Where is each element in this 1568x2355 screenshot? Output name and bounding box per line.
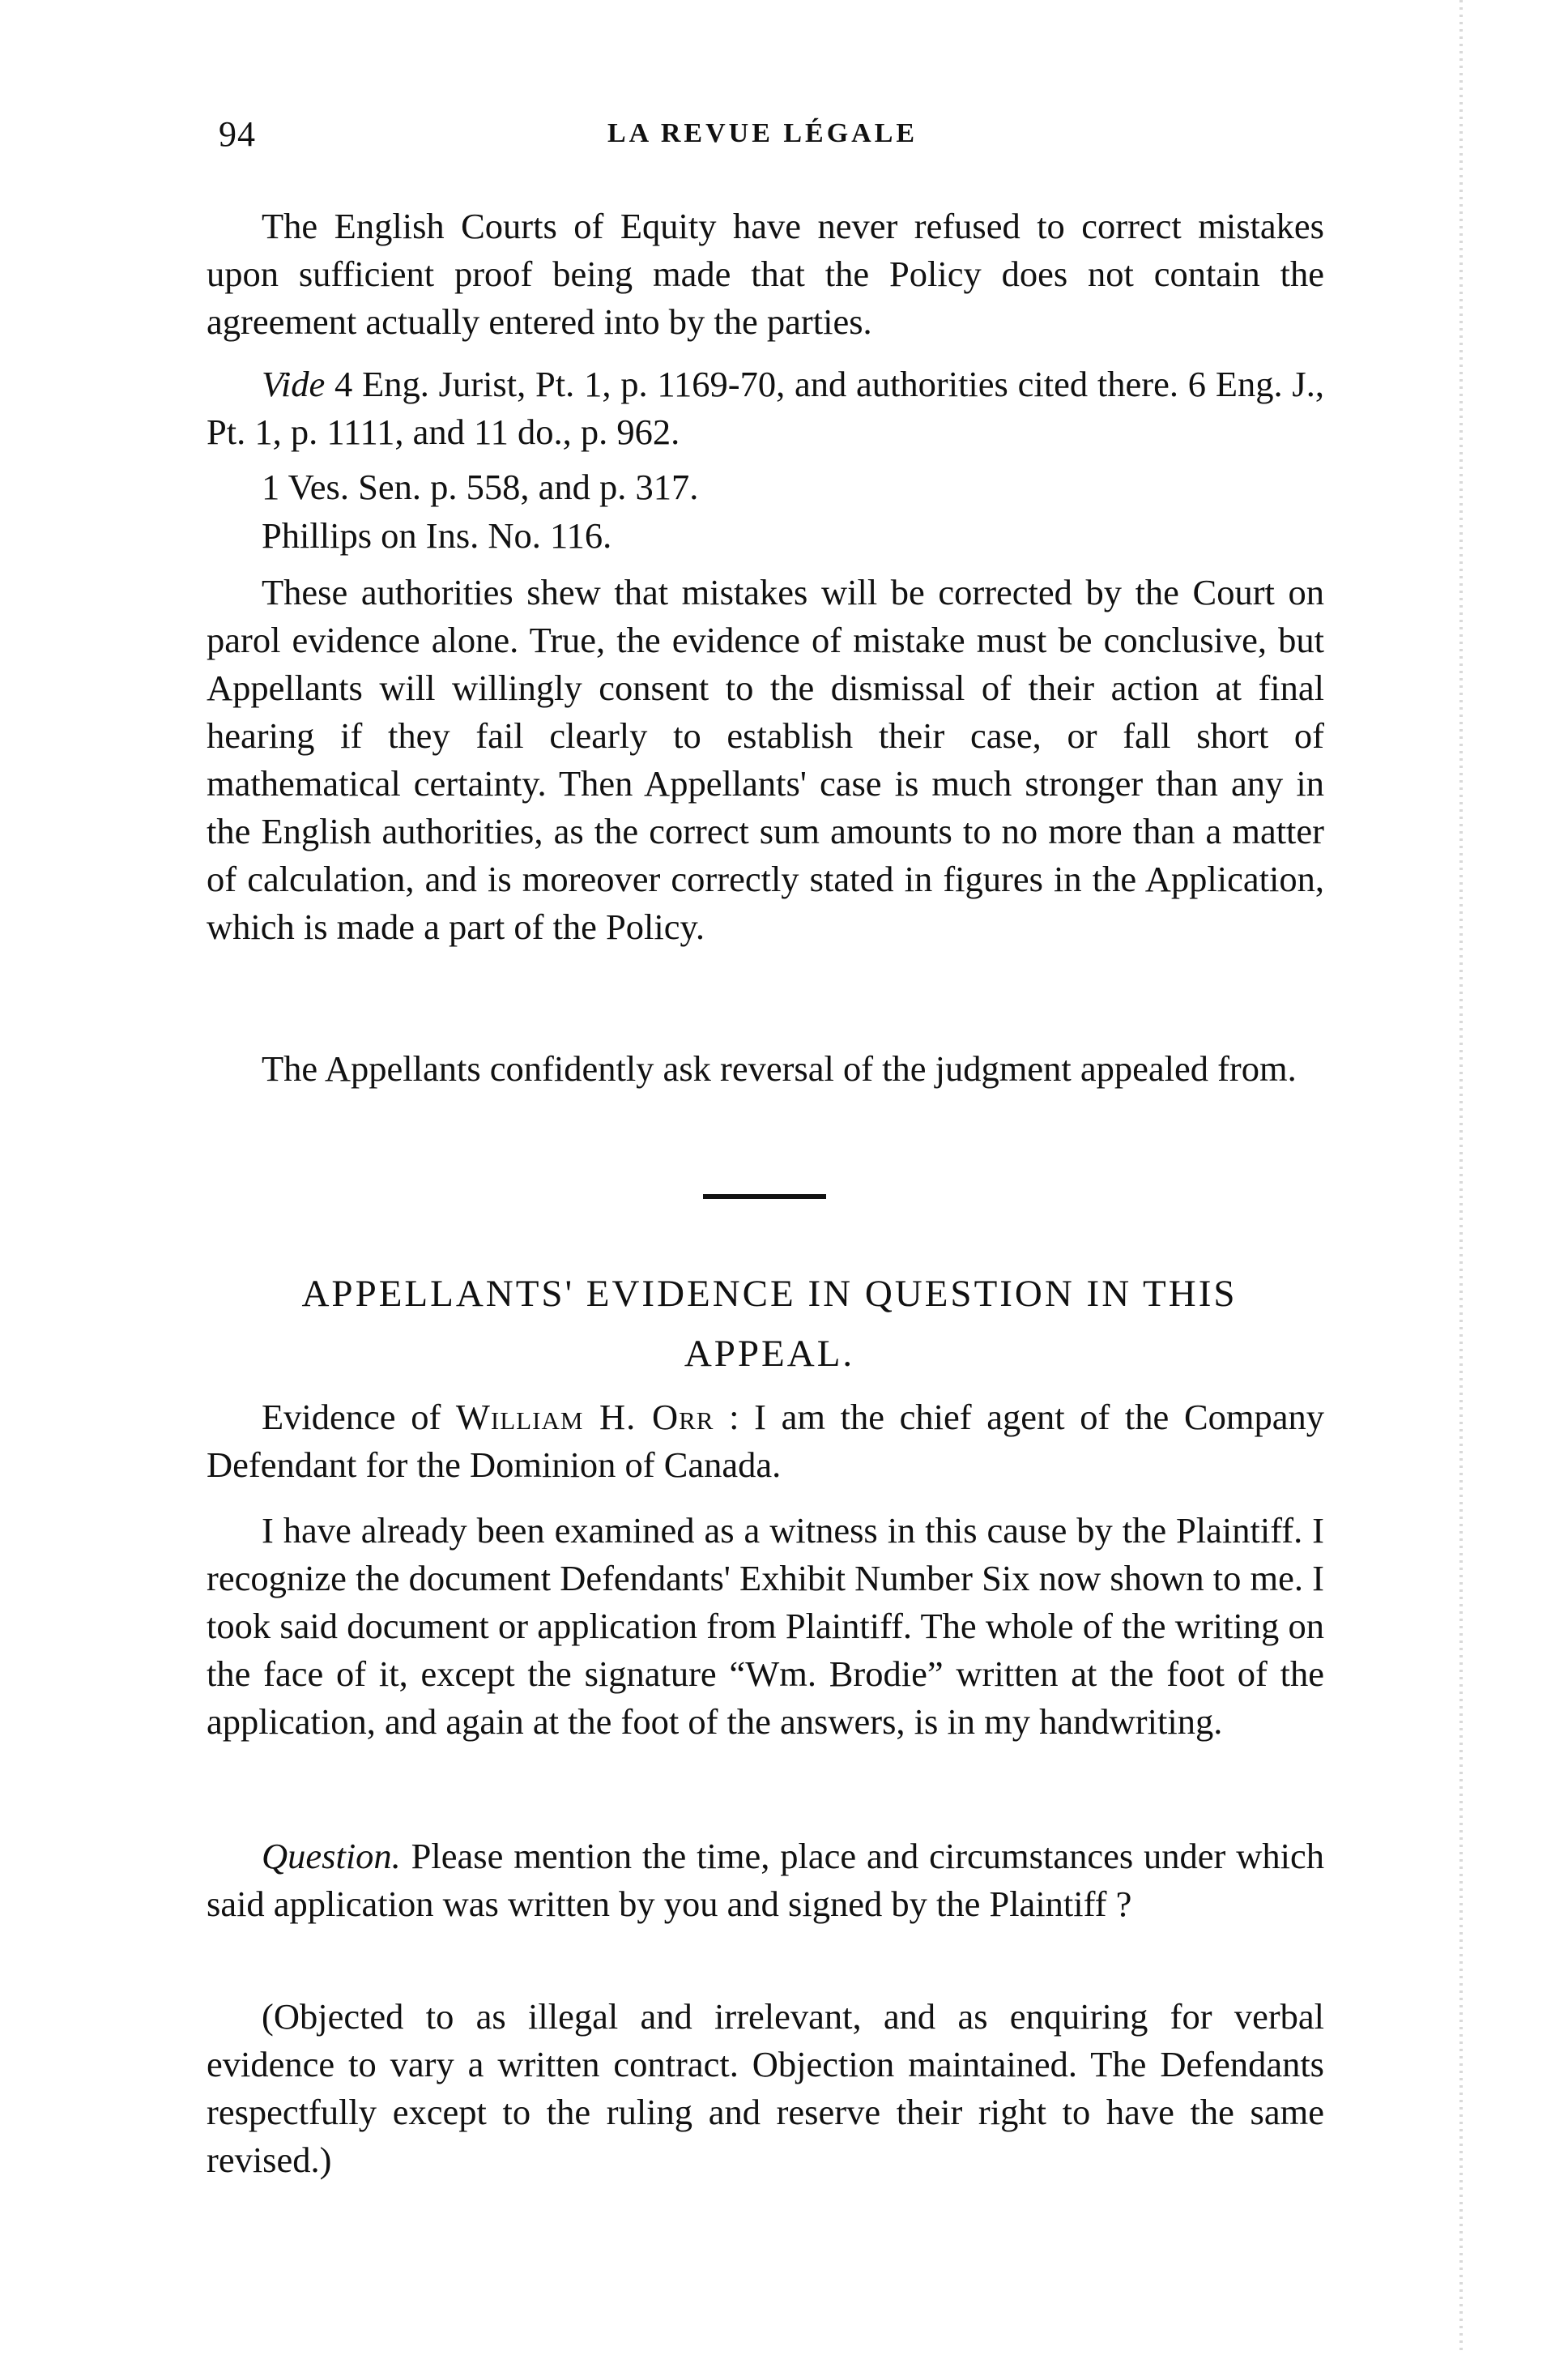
- vide-citation: 4 Eng. Jurist, Pt. 1, p. 1169-70, and authorities cited there. 6 Eng. J., Pt. 1, p. 1111, and 11 do., p. 962.: [207, 364, 1324, 452]
- evidence-intro-rest: : I am the chief agent of the Company Defendant for the Dominion of Canada.: [207, 1397, 1324, 1485]
- paragraph-question: [207, 1832, 1324, 1928]
- page-number: 94: [219, 114, 256, 154]
- citation-phillips: Phillips on Ins. No. 116.: [262, 515, 612, 556]
- running-head: LA REVUE LÉGALE: [607, 118, 918, 148]
- evidence-intro-text: Evidence of: [262, 1397, 456, 1437]
- paragraph-vide: [207, 361, 1324, 456]
- section-title-line-1: APPELLANTS' EVIDENCE IN QUESTION IN THIS: [301, 1273, 1238, 1315]
- citation-ves-sen: 1 Ves. Sen. p. 558, and p. 317.: [262, 467, 699, 507]
- vide-label: Vide: [262, 364, 326, 404]
- page-header: [219, 113, 1328, 162]
- paragraph-objection: (Objected to as illegal and irrelevant, and as enquiring for verbal evidence to vary a written contract. Objection maintained. The Defendants respectfully except to the ruling and reserve their right to have the same revised.): [207, 1996, 1324, 2180]
- section-title: [194, 1264, 1344, 1384]
- paragraph-testimony: I have already been examined as a witness in this cause by the Plaintiff. I recognize the document Defendants' Exhibit Number Six now shown to me. I took said document or application from Plaintiff. The whole of the writing on the face of it, except the signature “Wm. Brodie” written at the foot of the application, and again at the foot of the answers, is in my handwriting.: [207, 1510, 1324, 1742]
- paragraph-equity: The English Courts of Equity have never refused to correct mistakes upon sufficient proof being made that the Policy does not contain the agreement actually entered into by the parties.: [207, 206, 1324, 342]
- question-text: Please mention the time, place and circumstances under which said application was written by you and signed by the Plaintiff ?: [207, 1836, 1324, 1924]
- page-edge-shadow: [1459, 0, 1463, 2355]
- paragraph-evidence-intro: [207, 1393, 1324, 1489]
- paragraph-reversal: The Appellants confidently ask reversal of the judgment appealed from.: [262, 1048, 1297, 1089]
- section-divider-rule: [703, 1194, 826, 1199]
- paragraph-authorities: These authorities shew that mistakes will be corrected by the Court on parol evidence alone. True, the evidence of mistake must be conclusive, but Appellants will willingly consent to the dismissal of their action at final hearing if they fail clearly to establish their case, or fall short of mathematical certainty. Then Appellants' case is much stronger than any in the English authorities, as the correct sum amounts to no more than a matter of calculation, and is moreover correctly stated in figures in the Application, which is made a part of the Policy.: [207, 572, 1324, 947]
- section-title-line-2: APPEAL.: [684, 1333, 855, 1375]
- question-label: Question.: [262, 1836, 401, 1876]
- witness-name: William H. Orr: [455, 1397, 714, 1437]
